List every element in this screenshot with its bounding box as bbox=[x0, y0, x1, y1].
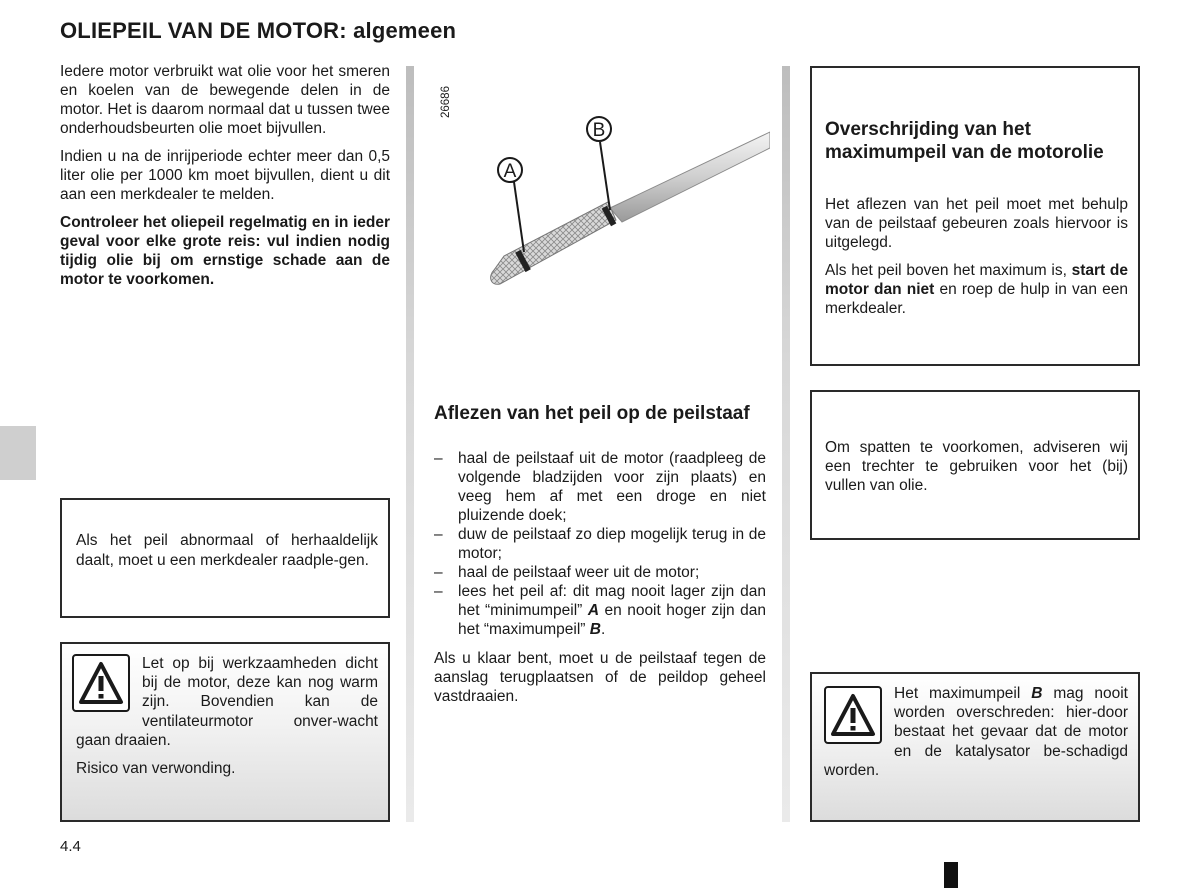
reading-after-text: Als u klaar bent, moet u de peilstaaf tegen de aanslag terugplaatsen of de peildop geheel vastdraaien. bbox=[434, 650, 766, 705]
splash-note bbox=[810, 390, 1140, 540]
page-title: OLIEPEIL VAN DE MOTOR: algemeen bbox=[60, 18, 457, 43]
list-item bbox=[434, 563, 766, 582]
reading-steps bbox=[434, 449, 766, 639]
step-text-mid: en nooit hoger zijn dan het “maximumpeil” bbox=[458, 602, 766, 638]
corner-mark bbox=[944, 862, 958, 888]
label-b: B bbox=[592, 120, 606, 141]
max-level-warning-box bbox=[810, 672, 1140, 822]
exceed-paragraph-1: Het aflezen van het peil moet met behulp van de peilstaaf gebeuren zoals hiervoor is uitgelegd. bbox=[825, 196, 1128, 251]
list-item bbox=[434, 449, 766, 525]
figure-code bbox=[436, 74, 460, 122]
engine-warning-paragraph-1: Let op bij werkzaamheden dicht bij de motor, deze kan nog warm zijn. Bovendien kan de ventilateurmotor onver-wacht gaan draaien. bbox=[76, 655, 378, 749]
dash: – bbox=[434, 583, 443, 600]
engine-warning-box bbox=[60, 642, 390, 822]
label-a: A bbox=[503, 161, 517, 182]
step-text: haal de peilstaaf uit de motor (raadpleeg de volgende bladzijden voor zijn plaats) en veeg hem af met een droge en niet pluizende doek; bbox=[458, 450, 766, 524]
dash: – bbox=[434, 450, 443, 467]
step-text: duw de peilstaaf zo diep mogelijk terug in de motor; bbox=[458, 526, 766, 562]
abnormal-level-text: Als het peil abnormaal of herhaaldelijk daalt, moet u een merkdealer raadple-gen. bbox=[76, 532, 378, 569]
page-number: 4.4 bbox=[60, 838, 81, 855]
chapter-tab bbox=[0, 426, 36, 480]
list-item bbox=[434, 582, 766, 639]
dash: – bbox=[434, 526, 443, 543]
abnormal-level-note bbox=[60, 498, 390, 618]
intro-paragraph-1: Iedere motor verbruikt wat olie voor het smeren en koelen van de bewegende delen in de motor. Het is daarom normaal dat u tussen twee onderhoudsbeurten olie moet bijvullen. bbox=[60, 63, 390, 137]
column-divider bbox=[406, 66, 414, 822]
column-divider bbox=[782, 66, 790, 822]
step-text-pre: lees het peil af: dit mag nooit lager zijn dan het “minimumpeil” bbox=[458, 583, 766, 619]
exceed-heading: Overschrijding van het maximumpeil van de motorolie bbox=[825, 119, 1104, 163]
exceed-p2-post: en roep de hulp in van een merkdealer. bbox=[825, 281, 1129, 317]
exceed-p2-bold: start de motor dan niet bbox=[825, 262, 1128, 298]
splash-note-text: Om spatten te voorkomen, adviseren wij een trechter te gebruiken voor het (bij) vullen van olie. bbox=[825, 439, 1128, 494]
exceed-p2-pre: Als het peil boven het maximum is, bbox=[825, 262, 1072, 279]
dipstick-illustration bbox=[470, 110, 770, 300]
dash: – bbox=[434, 564, 443, 581]
step-text: haal de peilstaaf weer uit de motor; bbox=[458, 564, 700, 581]
level-b-ref: B bbox=[589, 621, 601, 638]
exceed-max-box bbox=[810, 66, 1140, 366]
warning-triangle-icon bbox=[72, 654, 130, 712]
warning-triangle-icon bbox=[824, 686, 882, 744]
intro-paragraph-2: Indien u na de inrijperiode echter meer dan 0,5 liter olie per 1000 km moet bijvullen, dient u dit aan een merkdealer te melden. bbox=[60, 148, 390, 203]
exceed-paragraph-2 bbox=[825, 261, 1128, 318]
intro-text bbox=[60, 62, 390, 289]
list-item bbox=[434, 525, 766, 563]
step-text-post: . bbox=[600, 621, 606, 638]
level-b-ref: B bbox=[1031, 685, 1043, 702]
reading-heading: Aflezen van het peil op de peilstaaf bbox=[434, 403, 750, 424]
engine-warning-paragraph-2: Risico van verwonding. bbox=[76, 760, 236, 778]
intro-paragraph-3: Controleer het oliepeil regelmatig en in ieder geval voor elke grote reis: vul indien nodig tijdig olie bij om ernstige schade aan de motor te voorkomen. bbox=[60, 214, 390, 288]
figure-code-text: 26686 bbox=[440, 86, 452, 118]
max-warning-paragraph: Het maximumpeil B mag nooit worden overschreden: hier-door bestaat het gevaar dat de motor en de katalysator be-schadigd worden. bbox=[824, 685, 1128, 779]
level-a-ref: A bbox=[587, 602, 600, 619]
